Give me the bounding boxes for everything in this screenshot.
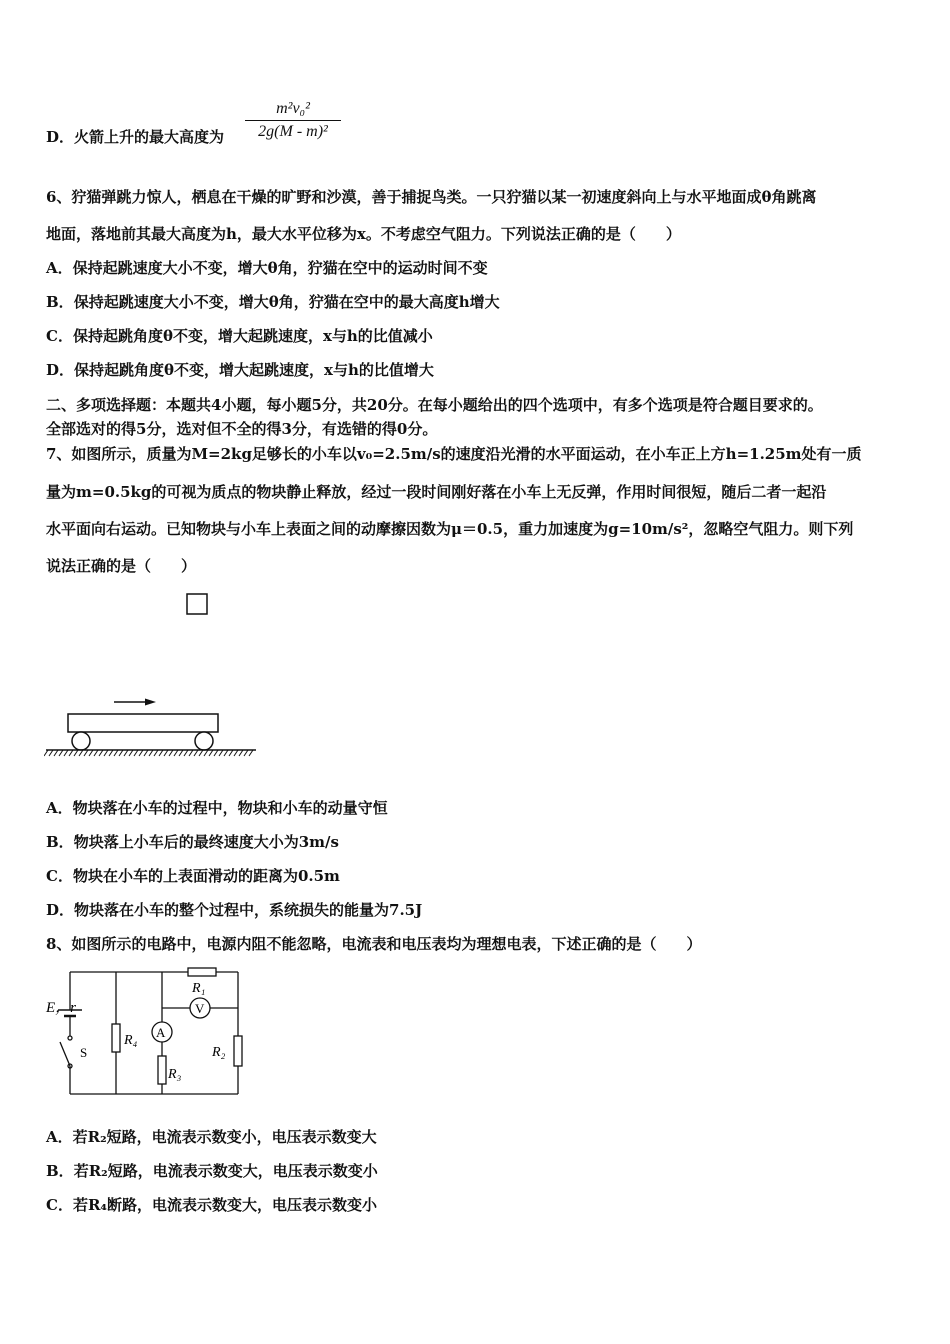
q7-option-d [46, 900, 422, 920]
hatch-mark [154, 750, 158, 756]
hatch-mark [179, 750, 183, 756]
r2-label: R₂ [212, 1045, 226, 1060]
option-text: 物块在小车的上表面滑动的距离为0.5m [72, 867, 340, 885]
q6-stem-line1: 6、狞猫弹跳力惊人，栖息在干燥的旷野和沙漠，善于捕捉鸟类。一只狞猫以某一初速度斜向上与水平地面成θ角跳离 [46, 188, 817, 206]
circuit-diagram [40, 962, 260, 1102]
hatch-mark [224, 750, 228, 756]
hatch-mark [44, 750, 48, 756]
hatch-mark [174, 750, 178, 756]
option-text: 若R₂短路，电流表示数变大，电压表示数变小 [73, 1162, 378, 1180]
q8-option-a [46, 1127, 377, 1147]
r4-label: R₄ [124, 1033, 138, 1048]
q6-stem-line2: 地面，落地前其最大高度为h，最大水平位移为x。不考虑空气阻力。下列说法正确的是（ ） [46, 225, 681, 243]
hatch-mark [209, 750, 213, 756]
option-label: C． [46, 327, 73, 345]
q6-option-a [46, 258, 488, 278]
hatch-mark [119, 750, 123, 756]
option-text: 火箭上升的最大高度为 [74, 128, 225, 146]
option-text: 物块落在小车的整个过程中，系统损失的能量为7.5J [74, 901, 423, 919]
option-text: 保持起跳速度大小不变，增大θ角，狞猫在空中的最大高度h增大 [73, 293, 500, 311]
q7-stem-line2: 量为m=0.5kg的可视为质点的物块静止释放，经过一段时间刚好落在小车上无反弹，作用时间很短，随后二者一起沿 [46, 483, 827, 501]
q7-option-b [46, 832, 339, 852]
q7-stem-line3: 水平面向右运动。已知物块与小车上表面之间的动摩擦因数为μ＝0.5，重力加速度为g=10m/s²，忽略空气阻力。则下列 [46, 520, 854, 538]
formula-numerator: m²v₀² [276, 100, 310, 117]
option-label: C． [46, 1196, 73, 1214]
q7-option-a [46, 798, 388, 818]
hatch-mark [89, 750, 93, 756]
source-label: E，r [46, 1000, 77, 1016]
section2-heading-line2: 全部选对的得5分，选对但不全的得3分，有选错的得0分。 [46, 420, 438, 438]
right-wheel [195, 732, 213, 750]
formula-denominator: 2g(M - m)² [258, 123, 328, 140]
hatch-mark [84, 750, 88, 756]
hatch-mark [184, 750, 188, 756]
hatch-mark [204, 750, 208, 756]
option-text: 物块落在小车的过程中，物块和小车的动量守恒 [72, 799, 388, 817]
hatch-mark [159, 750, 163, 756]
ground-hatching [44, 750, 253, 756]
q8-option-c [46, 1195, 377, 1215]
hatch-mark [54, 750, 58, 756]
option-text: 保持起跳角度θ不变，增大起跳速度，x与h的比值增大 [74, 361, 434, 379]
cart-body [68, 714, 218, 732]
q8-stem-line1: 8、如图所示的电路中，电源内阻不能忽略，电流表和电压表均为理想电表，下述正确的是（ ） [46, 935, 702, 953]
hatch-mark [244, 750, 248, 756]
option-text: 物块落上小车后的最终速度大小为3m/s [73, 833, 339, 851]
option-label: B． [46, 293, 74, 311]
hatch-mark [189, 750, 193, 756]
section2-heading-line1: 二、多项选择题：本题共4小题，每小题5分，共20分。在每小题给出的四个选项中，有多个选项是符合题目要求的。 [46, 396, 823, 414]
q6-option-b [46, 292, 500, 312]
hatch-mark [74, 750, 78, 756]
hatch-mark [229, 750, 233, 756]
hatch-mark [169, 750, 173, 756]
hatch-mark [164, 750, 168, 756]
hatch-mark [59, 750, 63, 756]
hatch-mark [194, 750, 198, 756]
hatch-mark [114, 750, 118, 756]
hatch-mark [239, 750, 243, 756]
hatch-mark [49, 750, 53, 756]
hatch-mark [99, 750, 103, 756]
option-label: A． [46, 1128, 73, 1146]
hatch-mark [199, 750, 203, 756]
switch-label: S [80, 1045, 88, 1060]
ammeter-label: A [156, 1025, 166, 1040]
hatch-mark [94, 750, 98, 756]
option-label: A． [46, 259, 73, 277]
hatch-mark [79, 750, 83, 756]
q5-option-d [46, 127, 224, 147]
hatch-mark [149, 750, 153, 756]
block [187, 594, 207, 614]
q6-option-d [46, 360, 434, 380]
q7-option-c [46, 866, 340, 886]
cart-figure [44, 590, 264, 770]
option-label: D． [46, 361, 75, 379]
hatch-mark [134, 750, 138, 756]
option-label: B． [46, 833, 74, 851]
height-formula [245, 100, 341, 141]
option-label: C． [46, 867, 73, 885]
hatch-mark [64, 750, 68, 756]
hatch-mark [109, 750, 113, 756]
hatch-mark [124, 750, 128, 756]
hatch-mark [214, 750, 218, 756]
hatch-mark [234, 750, 238, 756]
q7-stem-line1: 7、如图所示，质量为M=2kg足够长的小车以v₀=2.5m/s的速度沿光滑的水平面运动，在小车正上方h=1.25m处有一质 [46, 445, 862, 463]
r3-label: R₃ [168, 1067, 182, 1082]
hatch-mark [129, 750, 133, 756]
hatch-mark [104, 750, 108, 756]
r1-label: R₁ [192, 981, 206, 996]
option-text: 若R₂短路，电流表示数变小，电压表示数变大 [72, 1128, 377, 1146]
q8-option-b [46, 1161, 378, 1181]
option-text: 保持起跳角度θ不变，增大起跳速度，x与h的比值减小 [72, 327, 433, 345]
arrow-head [145, 699, 156, 706]
hatch-mark [219, 750, 223, 756]
left-wheel [72, 732, 90, 750]
hatch-mark [139, 750, 143, 756]
option-text: 若R₄断路，电流表示数变大，电压表示数变小 [72, 1196, 377, 1214]
hatch-mark [144, 750, 148, 756]
hatch-mark [69, 750, 73, 756]
voltmeter-label: V [195, 1001, 205, 1016]
option-text: 保持起跳速度大小不变，增大θ角，狞猫在空中的运动时间不变 [72, 259, 488, 277]
option-label: D． [46, 128, 75, 146]
option-label: B． [46, 1162, 74, 1180]
option-label: D． [46, 901, 75, 919]
q7-stem-line4: 说法正确的是（ ） [46, 557, 197, 575]
hatch-mark [249, 750, 253, 756]
option-label: A． [46, 799, 73, 817]
q6-option-c [46, 326, 433, 346]
